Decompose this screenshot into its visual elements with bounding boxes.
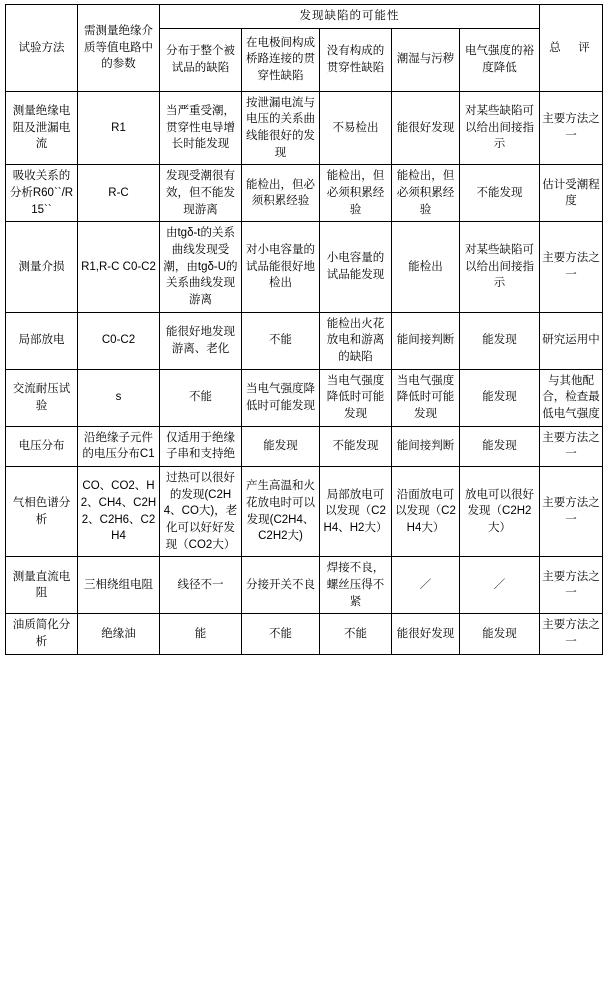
row-defect-3: 局部放电可以发现（C2H4、H2大） (320, 467, 392, 557)
row-defect-3: 焊接不良，螺丝压得不紧 (320, 557, 392, 614)
row-defect-3: 能检出火花放电和游离的缺陷 (320, 312, 392, 369)
row-defect-5: 不能发现 (460, 165, 540, 222)
table-row (6, 312, 603, 369)
row-defect-5: 放电可以很好发现（C2H2大） (460, 467, 540, 557)
row-defect-2: 分接开关不良 (242, 557, 320, 614)
header-defect-group: 发现缺陷的可能性 (160, 5, 540, 29)
row-defect-5: 对某些缺陷可以给出间接指示 (460, 222, 540, 312)
table-row (6, 557, 603, 614)
row-defect-3: 当电气强度降低时可能发现 (320, 369, 392, 426)
row-defect-1: 能很好地发现游离、老化 (160, 312, 242, 369)
row-evaluation: 主要方法之一 (540, 426, 603, 466)
row-parameter: 沿绝缘子元件的电压分布C1 (78, 426, 160, 466)
row-defect-5: 能发现 (460, 614, 540, 654)
row-defect-3: 不易检出 (320, 91, 392, 165)
row-defect-1: 当严重受潮，贯穿性电导增长时能发现 (160, 91, 242, 165)
row-parameter: s (78, 369, 160, 426)
row-parameter: 绝缘油 (78, 614, 160, 654)
row-method: 测量直流电阻 (6, 557, 78, 614)
row-evaluation: 主要方法之一 (540, 222, 603, 312)
header-parameter: 需测量绝缘介质等值电路中的参数 (78, 5, 160, 92)
table-row (6, 222, 603, 312)
row-method: 局部放电 (6, 312, 78, 369)
row-defect-4: 沿面放电可以发现（C2H4大） (392, 467, 460, 557)
header-defect-3: 没有构成的贯穿性缺陷 (320, 28, 392, 91)
row-method: 测量绝缘电阻及泄漏电流 (6, 91, 78, 165)
header-defect-5: 电气强度的裕度降低 (460, 28, 540, 91)
row-parameter: C0-C2 (78, 312, 160, 369)
row-method: 吸收关系的分析R60``/R15`` (6, 165, 78, 222)
row-defect-3: 能检出，但必须积累经验 (320, 165, 392, 222)
row-defect-1: 发现受潮很有效，但不能发现游离 (160, 165, 242, 222)
row-defect-5: 能发现 (460, 369, 540, 426)
row-evaluation: 研究运用中 (540, 312, 603, 369)
row-parameter: R-C (78, 165, 160, 222)
row-method: 测量介损 (6, 222, 78, 312)
table-row (6, 467, 603, 557)
table-row (6, 369, 603, 426)
row-defect-2: 按泄漏电流与电压的关系曲线能很好的发现 (242, 91, 320, 165)
header-defect-2: 在电极间构成桥路连接的贯穿性缺陷 (242, 28, 320, 91)
row-defect-4: 能检出，但必须积累经验 (392, 165, 460, 222)
row-method: 交流耐压试验 (6, 369, 78, 426)
header-defect-4: 潮湿与污秽 (392, 28, 460, 91)
row-evaluation: 估计受潮程度 (540, 165, 603, 222)
table-header-row-top (6, 5, 603, 29)
row-method: 气相色谱分析 (6, 467, 78, 557)
row-defect-1: 能 (160, 614, 242, 654)
row-method: 油质简化分析 (6, 614, 78, 654)
row-evaluation: 主要方法之一 (540, 614, 603, 654)
header-defect-1: 分布于整个被试品的缺陷 (160, 28, 242, 91)
row-defect-2: 产生高温和火花放电时可以发现(C2H4、C2H2大) (242, 467, 320, 557)
row-defect-1: 过热可以很好的发现(C2H4、CO大)，老化可以好好发现（CO2大） (160, 467, 242, 557)
row-defect-4: 当电气强度降低时可能发现 (392, 369, 460, 426)
row-defect-5: ／ (460, 557, 540, 614)
row-parameter: 三相绕组电阻 (78, 557, 160, 614)
row-parameter: CO、CO2、H2、CH4、C2H2、C2H6、C2H4 (78, 467, 160, 557)
row-defect-2: 当电气强度降低时可能发现 (242, 369, 320, 426)
row-defect-4: 能很好发现 (392, 614, 460, 654)
row-defect-5: 能发现 (460, 312, 540, 369)
row-defect-4: 能检出 (392, 222, 460, 312)
row-parameter: R1,R-C C0-C2 (78, 222, 160, 312)
row-defect-2: 不能 (242, 312, 320, 369)
row-defect-3: 不能 (320, 614, 392, 654)
table-row (6, 614, 603, 654)
table-row (6, 165, 603, 222)
row-defect-1: 由tgδ-t的关系曲线发现受潮，由tgδ-U的关系曲线发现游离 (160, 222, 242, 312)
table-row (6, 426, 603, 466)
row-evaluation: 主要方法之一 (540, 467, 603, 557)
table-row (6, 91, 603, 165)
row-defect-2: 能发现 (242, 426, 320, 466)
row-defect-4: 能间接判断 (392, 426, 460, 466)
row-defect-4: 能间接判断 (392, 312, 460, 369)
row-defect-5: 对某些缺陷可以给出间接指示 (460, 91, 540, 165)
row-defect-5: 能发现 (460, 426, 540, 466)
row-defect-1: 不能 (160, 369, 242, 426)
row-defect-2: 对小电容量的试品能很好地检出 (242, 222, 320, 312)
row-defect-1: 线径不一 (160, 557, 242, 614)
row-defect-2: 不能 (242, 614, 320, 654)
row-defect-2: 能检出，但必须积累经验 (242, 165, 320, 222)
row-defect-3: 小电容量的试品能发现 (320, 222, 392, 312)
row-evaluation: 主要方法之一 (540, 91, 603, 165)
header-method: 试验方法 (6, 5, 78, 92)
row-defect-4: 能很好发现 (392, 91, 460, 165)
header-evaluation: 总 评 (540, 5, 603, 92)
row-defect-3: 不能发现 (320, 426, 392, 466)
row-parameter: R1 (78, 91, 160, 165)
row-evaluation: 主要方法之一 (540, 557, 603, 614)
row-method: 电压分布 (6, 426, 78, 466)
row-defect-1: 仅适用于绝缘子串和支持绝 (160, 426, 242, 466)
insulation-test-methods-table (5, 4, 603, 655)
row-defect-4: ／ (392, 557, 460, 614)
row-evaluation: 与其他配合，检查最低电气强度 (540, 369, 603, 426)
